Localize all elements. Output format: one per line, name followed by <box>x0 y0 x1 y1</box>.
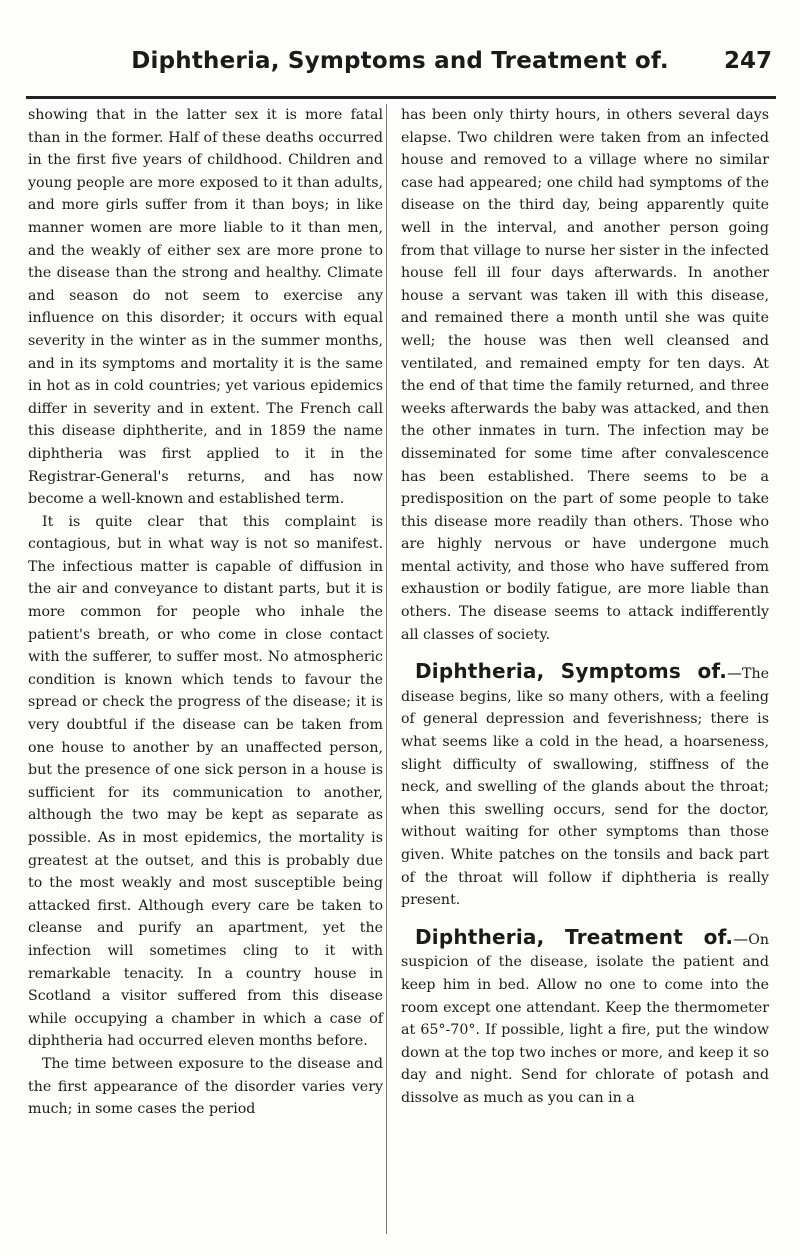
entry-heading: Diphtheria, Treatment of. <box>415 924 734 949</box>
column-divider <box>386 104 387 1234</box>
paragraph: It is quite clear that this complaint is contagious, but in what way is not so manifest. The infectious matter is capable of diffusion in the air and conveyance to distant parts, but it is more common for people who inhale the patient's breath, or who come in close contact with the sufferer, to suffer most. No atmospheric condition is known which tends to favour the spread or check the progress of the disease; it is very doubtful if the disease can be taken from one house to another by an unaffected person, but the presence of one sick person in a house is sufficient for its communication to another, although the two may be kept as separate as possible. As in most epidemics, the mortality is greatest at the outset, and this is probably due to the most weakly and most susceptible being attacked first. Although every care be taken to cleanse and purify an apartment, yet the infection will sometimes cling to it with remarkable tenacity. In a country house in Scotland a visitor suffered from this disease while occupying a chamber in which a case of diphtheria had occurred eleven months before. <box>28 513 383 1050</box>
entry-dash: — <box>733 929 749 948</box>
running-title: Diphtheria, Symptoms and Treatment of. <box>131 48 669 74</box>
entry-dash: — <box>727 664 742 683</box>
header-rule <box>26 96 776 99</box>
entry-body: On suspicion of the disease, isolate the patient and keep him in bed. Allow no one to come into the room except one attendant. Keep the thermometer at 65°-70°. If possible, light a fire, put the window down at the top two inches or more, and keep it so day and night. Send for chlorate of potash and dissolve as much as you can in a <box>401 931 769 1106</box>
entry-treatment <box>401 926 769 1110</box>
entry-body: The disease begins, like so many others, with a feeling of general depression and feverishness; there is what seems like a cold in the head, a hoarseness, slight difficulty of swallowing, stiffness of the neck, and swelling of the glands about the throat; when this swelling occurs, send for the doctor, without waiting for other symptoms than those given. White patches on the tonsils and back part of the throat will follow if diphtheria is really present. <box>401 666 769 909</box>
entry-heading: Diphtheria, Symptoms of. <box>415 659 727 684</box>
paragraph: The time between exposure to the disease and the first appearance of the disorder varies very much; in some cases the period <box>28 1055 383 1118</box>
right-column <box>401 104 769 1110</box>
paragraph: showing that in the latter sex it is more fatal than in the former. Half of these deaths occurred in the first five years of childhood. Children and young people are more exposed to it than adults, and more girls suffer from it than boys; in like manner women are more liable to it than men, and the weakly of either sex are more prone to the disease than the strong and healthy. Climate and season do not seem to exercise any influence on this disorder; it occurs with equal severity in the winter as in the summer months, and in its symptoms and mortality it is the same in hot as in cold countries; yet various epidemics differ in severity and in extent. The French call this disease diphtherite, and in 1859 the name diphtheria was first applied to it in the Registrar-General's returns, and has now become a well-known and established term. <box>28 107 383 508</box>
paragraph: has been only thirty hours, in others several days elapse. Two children were taken from an infected house and removed to a village where no similar case had appeared; one child had symptoms of the disease on the third day, being apparently quite well in the interval, and another person going from that village to nurse her sister in the infected house fell ill four days afterwards. In another house a servant was taken ill with this disease, and remained there a month until she was quite well; the house was then well cleansed and ventilated, and remained empty for ten days. At the end of that time the family returned, and three weeks afterwards the baby was attacked, and then the other inmates in turn. The infection may be disseminated for some time after convalescence has been established. There seems to be a predisposition on the part of some people to take this disease more readily than others. Those who are highly nervous or have undergone much mental activity, and those who have suffered from exhaustion or bodily fatigue, are more liable than others. The disease seems to attack indifferently all classes of society. <box>401 107 769 643</box>
page-number: 247 <box>723 48 772 74</box>
entry-symptoms <box>401 660 769 912</box>
running-head <box>0 44 800 88</box>
left-column <box>28 104 383 1121</box>
